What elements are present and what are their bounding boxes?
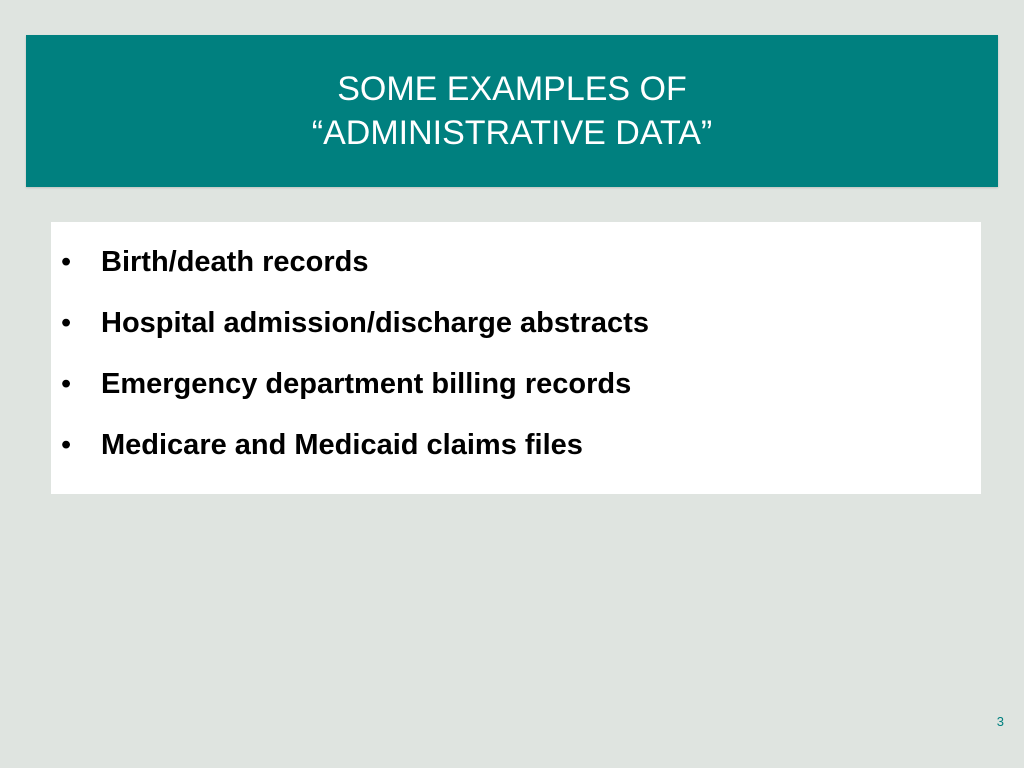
slide-title-line-1: SOME EXAMPLES OF [337, 70, 687, 108]
bullet-text: Medicare and Medicaid claims files [101, 429, 583, 461]
list-item [51, 307, 981, 368]
list-item [51, 429, 981, 490]
bullet-text: Birth/death records [101, 246, 369, 278]
bullet-icon: • [61, 246, 72, 278]
bullet-text: Hospital admission/discharge abstracts [101, 307, 649, 339]
content-box [51, 222, 981, 494]
bullet-icon: • [61, 368, 72, 400]
title-banner [26, 35, 998, 187]
bullet-icon: • [61, 429, 72, 461]
bullet-text: Emergency department billing records [101, 368, 632, 400]
page-number: 3 [996, 714, 1004, 729]
slide-title-line-2: “ADMINISTRATIVE DATA” [311, 114, 713, 152]
list-item [51, 368, 981, 429]
bullet-icon: • [61, 307, 72, 339]
list-item [51, 246, 981, 307]
bullet-list [51, 246, 981, 490]
